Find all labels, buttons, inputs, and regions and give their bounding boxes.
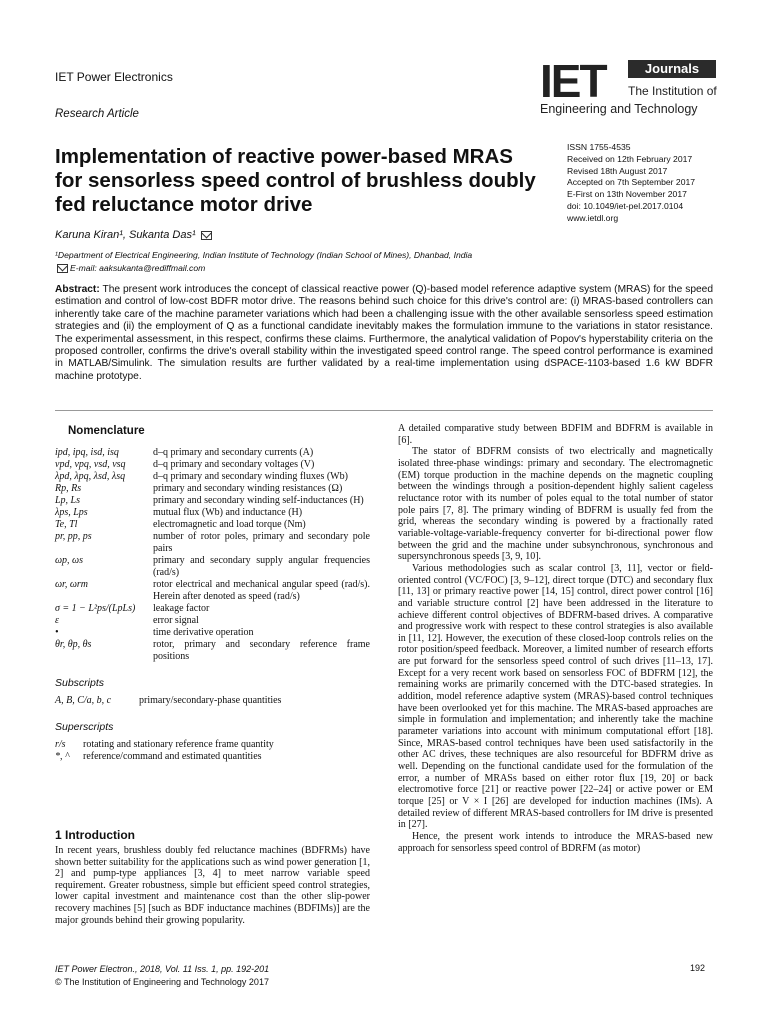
introduction-text: In recent years, brushless doubly fed reluctance machines (BDFRMs) have shown better suitability for the applications such as wind power generation [1, 2] and pump-type appliances [3, 4] to meet narrow variable speed requirement. Greater robustness, simple but efficient speed control strategies, lower capital investment and maintenance cost than the other slip-power recovery machines [5] [such as BDF inductance machines (BDFIMs)] are the major grounds behind their growing popularity.	[55, 845, 370, 926]
nomenclature-definition: primary and secondary winding self-inductances (H)	[153, 495, 364, 506]
subscript-row	[55, 695, 370, 707]
nomenclature-definition: d–q primary and secondary winding fluxes (Wb)	[153, 471, 348, 482]
nomenclature-row	[55, 555, 370, 579]
nomenclature-definition: rotor electrical and mechanical angular speed (rad/s). Herein after denoted as speed (rad/s)	[153, 579, 370, 602]
superscript-definition: reference/command and estimated quantities	[83, 751, 262, 762]
nomenclature-symbol: λps, Lps	[55, 507, 88, 518]
nomenclature-symbol: ipd, ipq, isd, isq	[55, 447, 119, 458]
logo-line2: Engineering and Technology	[540, 102, 698, 116]
nomenclature-row	[55, 639, 370, 663]
nomenclature-definition: d–q primary and secondary currents (A)	[153, 447, 314, 458]
abstract-text: The present work introduces the concept of classical reactive power (Q)-based model reference adaptive system (MRAS) for the speed estimation and control of low-cost BDFR motor drive. The reasons behind such choice for this drive's control are: (i) MRAS-based controllers can inherently take care of the machine parameter variations which had been a challenging issue with the other available sensorless speed estimation strategies and (ii) the employment of Q as a functional candidate inevitably makes the formulation immune to the variations in stator resistance. The experimental assessment, in this respect, confirms these claims. Furthermore, the analytical validation of Popov's hyperstability criteria on the proposed controller, confirms the drive's overall stability within the investigated speed control range. The speed control performance is examined in MATLAB/Simulink. The simulation results are further validated by a real-time implementation using dSPACE-1103-based 1.6 kW BDFR machine prototype.	[55, 284, 713, 382]
nomenclature-definition: electromagnetic and load torque (Nm)	[153, 519, 306, 530]
nomenclature-row	[55, 459, 370, 471]
paper-title: Implementation of reactive power-based MRAS for sensorless speed control of brushless doubly fed reluctance motor drive	[55, 145, 536, 216]
meta-doi[interactable]: doi: 10.1049/iet-pel.2017.0104	[567, 200, 684, 211]
paragraph: Various methodologies such as scalar control [3, 11], vector or field-oriented control (VC/FOC) [3, 9–12], direct torque (DTC) and secondary flux [11, 13] or primary reactive power [14, 15] control, direct power control [16] and variable structure control [2] have been addressed in the literature to achieve different control objectives of BDFRM-based drives. A comparative and progressive work with respect to these control strategies is also available in [11, 12]. However, the execution of these closed-loop controls relies on the rotor position/speed feedback. Moreover, a limited number of research efforts are put forward for the sensorless speed control of such drives [11–13, 17]. Except for a very recent work based on sensorless FOC of BDFRM [12], the remaining works are primarily concerned with the DTC-based strategies. In addition, model reference adaptive system (MRAS)-based control techniques have been overlooked yet for this machine. The MRAS-based approaches are simple in formulation and implementation; and inherently take the machine parameter variations into account with minimum computational effort [18]. Since, MRAS-based control techniques have been used satisfactorily in the other AC drives, these techniques are also resourceful for BDFRM drive as well. Depending on the functional candidate used for the formulation of the error, a number of MRASs based on either rotor flux [19, 20] or back electromotive force [21] or reactive power [22–24] or active power or EM torque [25] or V × I [26] are developed for induction machines (IMs). A detailed review of different MRAS-based controllers for IM drive is presented in [27].	[398, 562, 713, 831]
nomenclature-title: Nomenclature	[68, 425, 145, 437]
envelope-icon	[201, 231, 212, 240]
nomenclature-symbol: pr, pp, ps	[55, 531, 92, 542]
nomenclature-row	[55, 531, 370, 555]
nomenclature-definition: time derivative operation	[153, 627, 254, 638]
superscript-symbol: r/s	[55, 739, 66, 750]
nomenclature-symbol: σ = 1 − L²ps/(LpLs)	[55, 603, 136, 614]
meta-issn: ISSN 1755-4535	[567, 142, 631, 152]
nomenclature-row	[55, 627, 370, 639]
nomenclature-symbol: •	[55, 627, 59, 638]
article-type: Research Article	[55, 108, 139, 120]
section-heading-introduction: 1 Introduction	[55, 828, 135, 842]
superscript-definition: rotating and stationary reference frame quantity	[83, 739, 274, 750]
nomenclature-definition: number of rotor poles, primary and secondary pole pairs	[153, 531, 370, 554]
meta-efirst: E-First on 13th November 2017	[567, 189, 687, 200]
footer-copyright: © The Institution of Engineering and Technology 2017	[55, 977, 269, 987]
nomenclature-row	[55, 615, 370, 627]
footer-citation: IET Power Electron., 2018, Vol. 11 Iss. 1, pp. 192-201	[55, 964, 270, 974]
nomenclature-definition: error signal	[153, 615, 199, 626]
nomenclature-row	[55, 483, 370, 495]
superscripts-heading: Superscripts	[55, 721, 114, 733]
iet-logo	[540, 55, 720, 128]
authors	[55, 229, 214, 241]
nomenclature-definition: primary and secondary supply angular frequencies (rad/s)	[153, 555, 370, 578]
affiliation: ¹Department of Electrical Engineering, Indian Institute of Technology (Indian School of Mines), Dhanbad, India	[55, 250, 473, 260]
nomenclature-definition: mutual flux (Wb) and inductance (H)	[153, 507, 303, 518]
nomenclature-definition: d–q primary and secondary voltages (V)	[153, 459, 315, 470]
nomenclature-symbol: λpd, λpq, λsd, λsq	[55, 471, 126, 482]
nomenclature-symbol: Lp, Ls	[55, 495, 81, 506]
nomenclature-definition: rotor, primary and secondary reference frame positions	[153, 639, 370, 662]
meta-url[interactable]: www.ietdl.org	[567, 212, 619, 223]
email-line	[55, 262, 675, 275]
right-column-text	[398, 423, 713, 854]
subscript-symbol: A, B, C/a, b, c	[55, 695, 112, 706]
abstract-label: Abstract:	[55, 284, 100, 295]
nomenclature-symbol: Te, Tl	[55, 519, 78, 530]
nomenclature-row	[55, 471, 370, 483]
email[interactable]: E-mail: aaksukanta@rediffmail.com	[70, 263, 206, 273]
subscripts-heading: Subscripts	[55, 677, 105, 689]
affiliation-block	[55, 249, 675, 275]
page-number: 192	[690, 963, 706, 973]
nomenclature-row	[55, 579, 370, 603]
nomenclature-symbol: ε	[55, 615, 59, 626]
nomenclature-symbol: ωp, ωs	[55, 555, 84, 566]
journal-name: IET Power Electronics	[55, 70, 173, 84]
publication-meta	[567, 142, 747, 225]
nomenclature-row	[55, 507, 370, 519]
subscript-definition: primary/secondary-phase quantities	[139, 695, 282, 706]
nomenclature-list	[55, 447, 370, 763]
divider	[55, 410, 713, 411]
meta-revised: Revised 18th August 2017	[567, 165, 668, 176]
superscript-symbol: *, ^	[55, 751, 70, 762]
author-names: Karuna Kiran¹, Sukanta Das¹	[55, 229, 196, 241]
superscript-row	[55, 739, 370, 751]
nomenclature-definition: leakage factor	[153, 603, 210, 614]
nomenclature-row	[55, 495, 370, 507]
nomenclature-row	[55, 519, 370, 531]
nomenclature-symbol: vpd, vpq, vsd, vsq	[55, 459, 126, 470]
superscript-row	[55, 751, 370, 763]
footer	[55, 963, 269, 989]
meta-received: Received on 12th February 2017	[567, 153, 693, 164]
nomenclature-symbol: Rp, Rs	[55, 483, 82, 494]
paragraph: The stator of BDFRM consists of two electrically and magnetically isolated three-phase windings: primary and secondary. The electromagnetic (EM) torque production in the machine depends on the magnetic coupling between the windings through a position-dependent highly salient cageless reluctance rotor with its number of poles equal to the total number of stator pole pairs [7, 8]. The primary winding of BDFRM is usually fed from the grid, whereas the secondary winding is powered by a fractionally rated variable-voltage-variable-frequency converter for bi-directional power flow between the grid and the machine under subsynchronous, synchronous and supersynchronous speeds [3, 9, 10].	[398, 446, 713, 563]
nomenclature-row	[55, 603, 370, 615]
logo-line1: The Institution of	[628, 84, 717, 98]
paragraph: A detailed comparative study between BDFIM and BDFRM is available in [6].	[398, 423, 713, 446]
nomenclature-row	[55, 447, 370, 459]
nomenclature-symbol: ωr, ωrm	[55, 579, 89, 590]
nomenclature-symbol: θr, θp, θs	[55, 639, 92, 650]
nomenclature-definition: primary and secondary winding resistances (Ω)	[153, 483, 343, 494]
meta-accepted: Accepted on 7th September 2017	[567, 177, 696, 188]
logo-badge: Journals	[628, 60, 716, 78]
paragraph: Hence, the present work intends to introduce the MRAS-based new approach for sensorless speed control of BDRFM (as motor)	[398, 830, 713, 854]
envelope-icon	[57, 264, 68, 273]
abstract	[55, 284, 713, 383]
logo-brand: IET	[540, 55, 606, 107]
